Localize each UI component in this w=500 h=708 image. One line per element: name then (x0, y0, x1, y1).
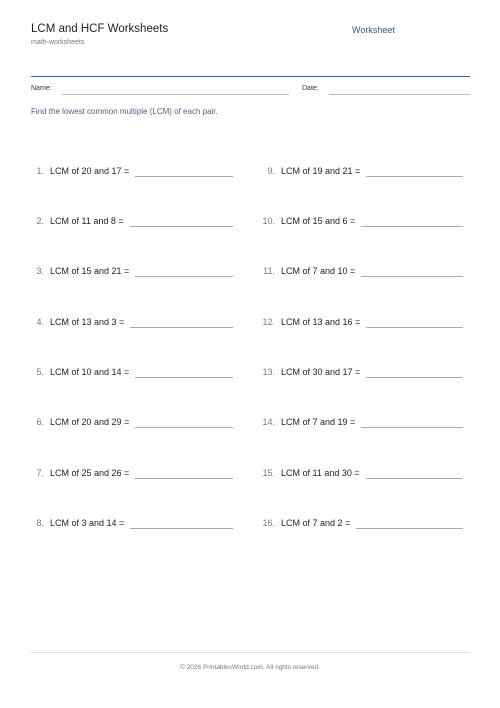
answer-line[interactable] (130, 528, 233, 529)
answer-line[interactable] (130, 327, 233, 328)
footer-divider (31, 652, 470, 653)
question-5 (31, 365, 233, 379)
question-11 (256, 264, 463, 278)
question-text: LCM of 7 and 19 = (281, 417, 356, 427)
question-16 (256, 516, 463, 530)
question-text: LCM of 20 and 29 = (50, 417, 130, 427)
question-number: 15. (262, 468, 275, 478)
question-15 (256, 466, 463, 480)
question-8 (31, 516, 233, 530)
footer-copyright: © 2026 PrintablesWorld.com. All rights reserved. (180, 664, 320, 671)
question-number: 12. (262, 317, 275, 327)
question-number: 1. (36, 166, 44, 176)
question-text: LCM of 7 and 2 = (281, 518, 351, 528)
question-number: 8. (36, 518, 44, 528)
answer-line[interactable] (135, 427, 233, 428)
answer-line[interactable] (366, 327, 463, 328)
question-number: 4. (36, 317, 44, 327)
question-3 (31, 264, 233, 278)
question-text: LCM of 20 and 17 = (50, 166, 130, 176)
question-4 (31, 315, 233, 329)
name-field[interactable] (62, 94, 289, 95)
answer-line[interactable] (135, 176, 233, 177)
question-1 (31, 164, 233, 178)
question-number: 9. (267, 166, 275, 176)
question-number: 2. (36, 216, 44, 226)
question-10 (256, 214, 463, 228)
page-subtitle: math-worksheets (31, 39, 85, 46)
question-12 (256, 315, 463, 329)
answer-line[interactable] (361, 276, 463, 277)
question-number: 3. (36, 266, 44, 276)
question-text: LCM of 13 and 16 = (281, 317, 361, 327)
answer-line[interactable] (366, 377, 463, 378)
question-number: 16. (262, 518, 275, 528)
answer-line[interactable] (135, 478, 233, 479)
answer-line[interactable] (130, 226, 233, 227)
question-6 (31, 415, 233, 429)
date-label: Date: (302, 85, 319, 92)
question-number: 13. (262, 367, 275, 377)
question-number: 11. (263, 266, 275, 276)
answer-line[interactable] (361, 427, 463, 428)
answer-line[interactable] (135, 377, 233, 378)
question-text: LCM of 15 and 21 = (50, 266, 130, 276)
question-text: LCM of 19 and 21 = (281, 166, 361, 176)
question-text: LCM of 3 and 14 = (50, 518, 125, 528)
answer-line[interactable] (366, 176, 463, 177)
answer-line[interactable] (135, 276, 233, 277)
instructions: Find the lowest common multiple (LCM) of each pair. (31, 107, 218, 116)
doc-type-label: Worksheet (352, 25, 395, 35)
question-text: LCM of 13 and 3 = (50, 317, 125, 327)
question-text: LCM of 11 and 8 = (50, 216, 124, 226)
question-text: LCM of 25 and 26 = (50, 468, 130, 478)
question-number: 5. (36, 367, 44, 377)
question-text: LCM of 10 and 14 = (50, 367, 130, 377)
question-14 (256, 415, 463, 429)
date-field[interactable] (329, 94, 470, 95)
question-text: LCM of 11 and 30 = (281, 468, 360, 478)
header-divider (31, 76, 470, 77)
question-text: LCM of 15 and 6 = (281, 216, 356, 226)
question-text: LCM of 7 and 10 = (281, 266, 356, 276)
question-13 (256, 365, 463, 379)
question-2 (31, 214, 233, 228)
answer-line[interactable] (366, 478, 463, 479)
question-text: LCM of 30 and 17 = (281, 367, 361, 377)
question-9 (256, 164, 463, 178)
question-number: 14. (262, 417, 275, 427)
question-7 (31, 466, 233, 480)
page-title: LCM and HCF Worksheets (31, 23, 169, 35)
answer-line[interactable] (356, 528, 463, 529)
question-number: 10. (262, 216, 275, 226)
question-number: 7. (36, 468, 44, 478)
answer-line[interactable] (361, 226, 463, 227)
question-number: 6. (36, 417, 44, 427)
name-label: Name: (31, 85, 52, 92)
